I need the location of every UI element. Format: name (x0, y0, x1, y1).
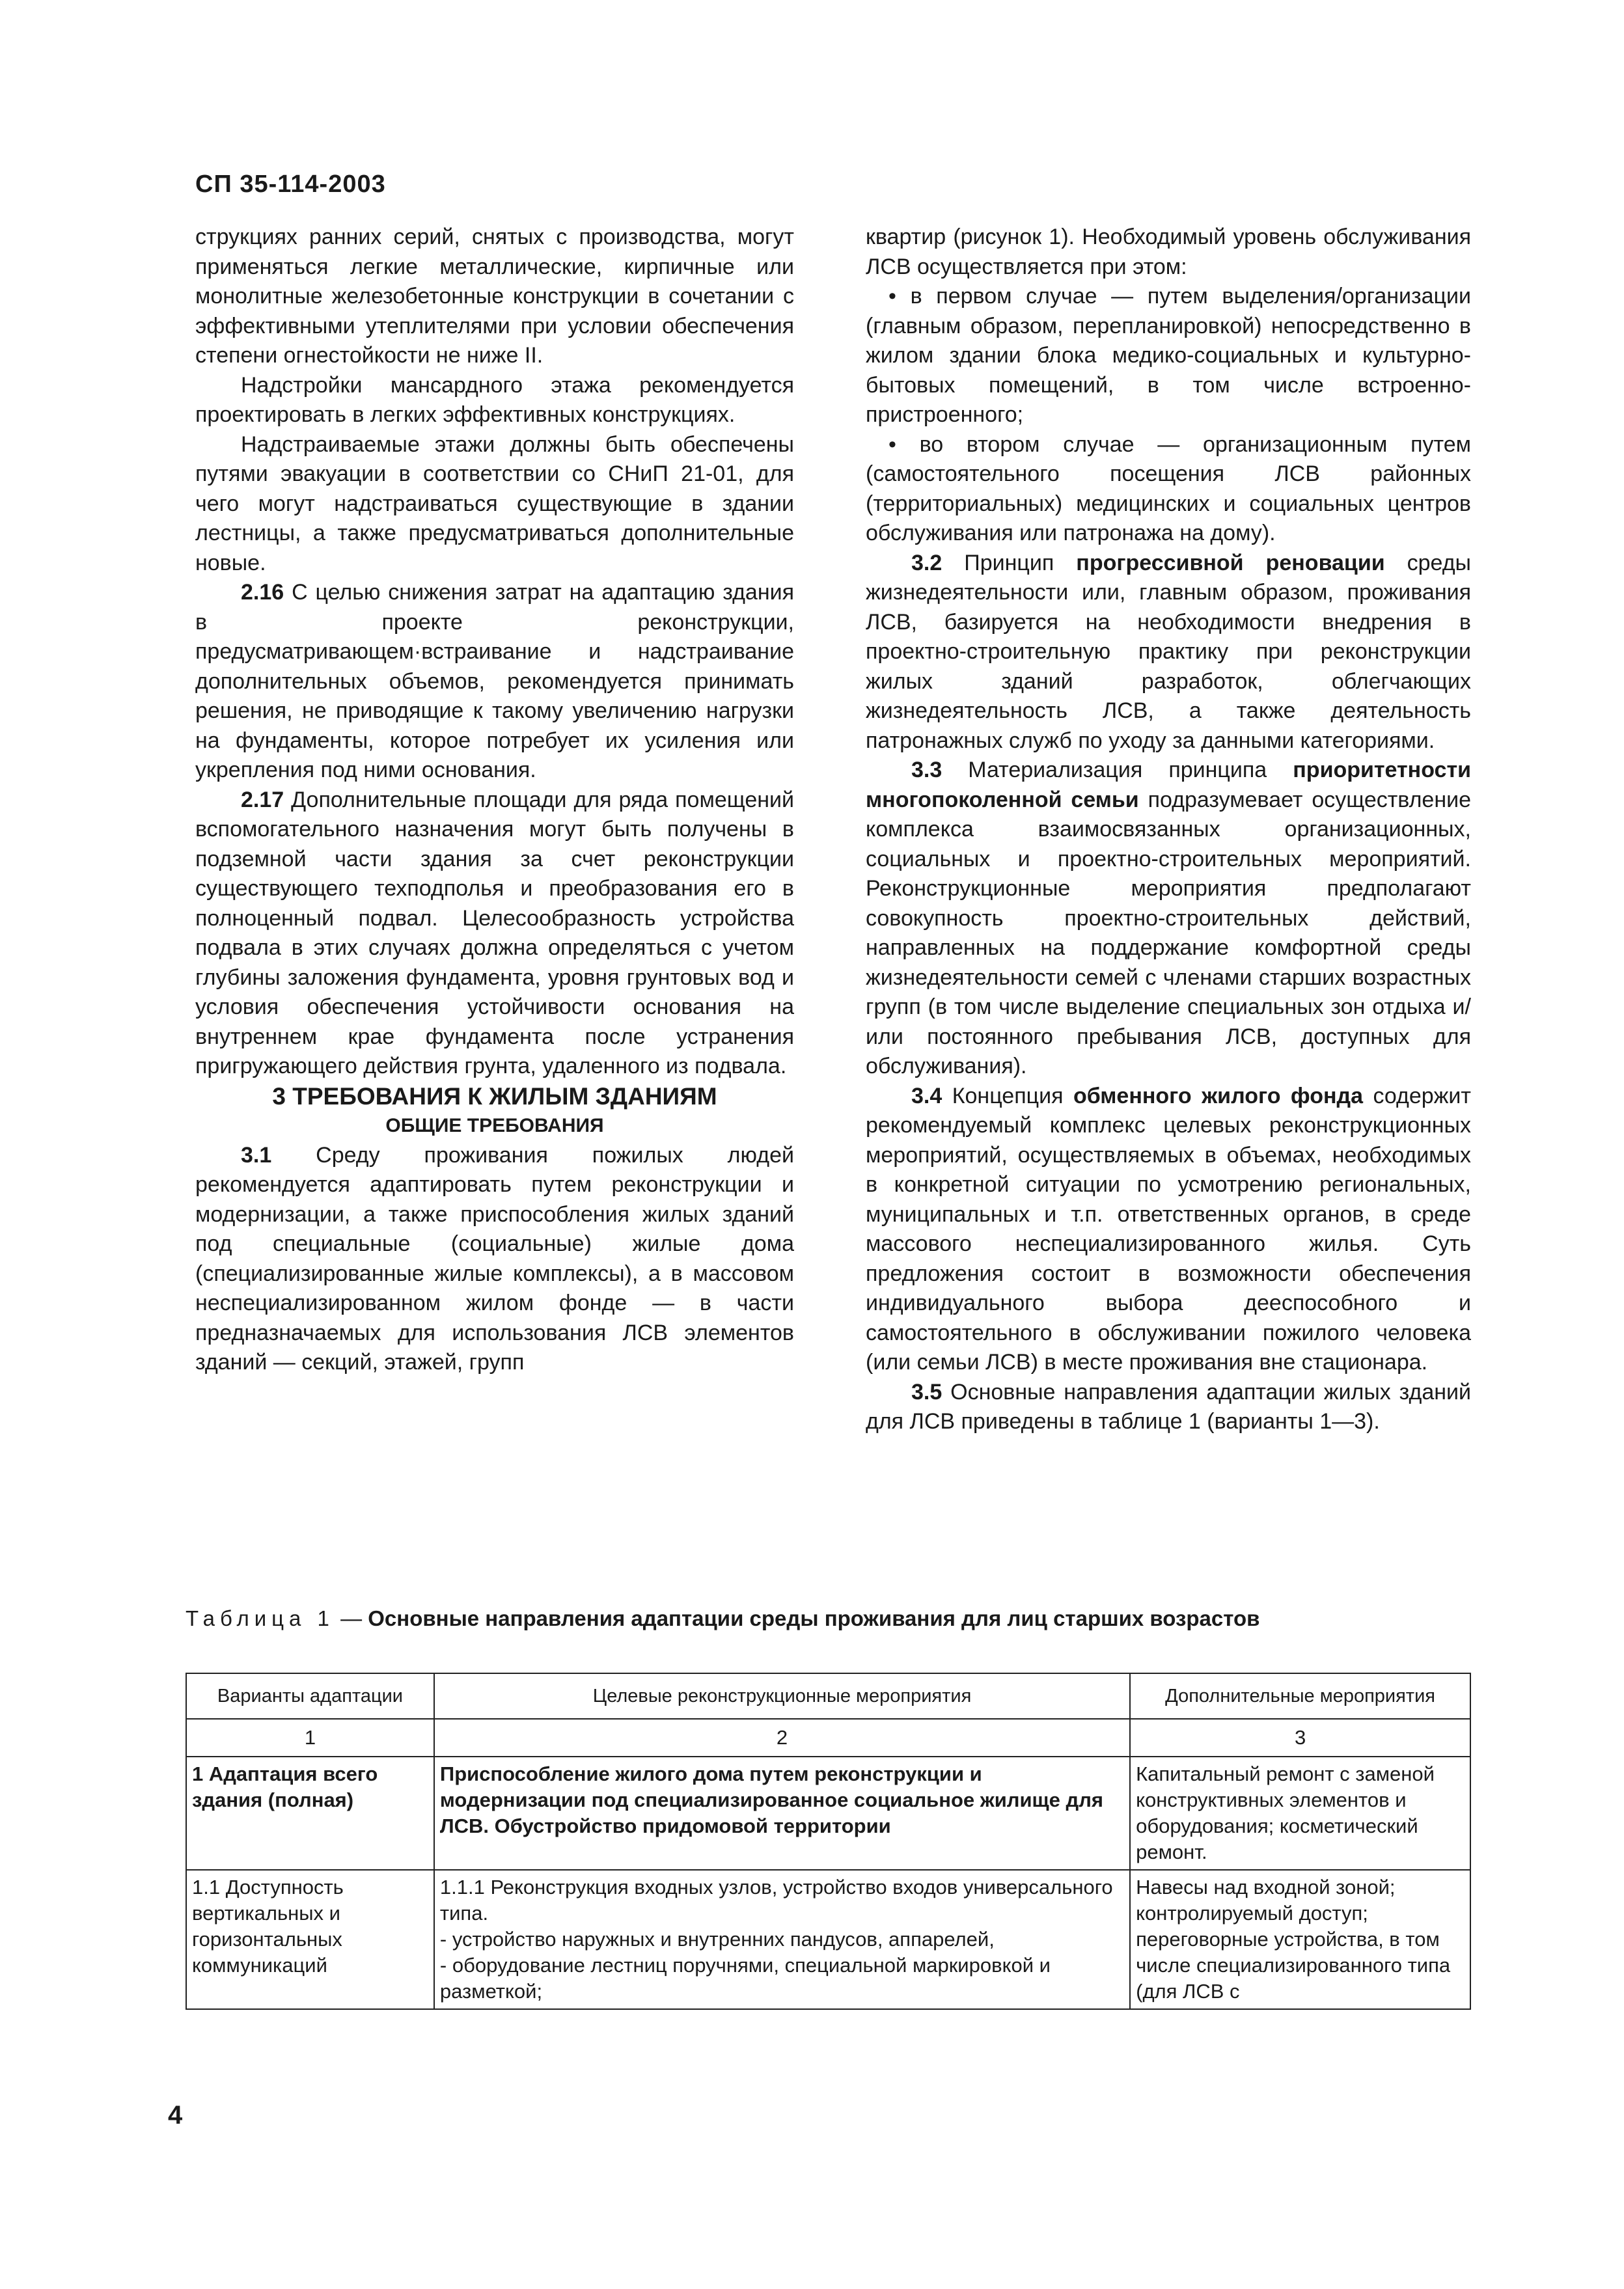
left-column (195, 223, 794, 1378)
table-cell: 2 (434, 1719, 1130, 1757)
clause-number: 3.4 (911, 1083, 943, 1108)
table-label: Таблица 1 (186, 1606, 335, 1630)
adaptation-table (186, 1673, 1471, 2010)
paragraph-3-1 (195, 1141, 794, 1378)
emphasis: приоритетности многопоколенной семьи (866, 758, 1471, 812)
clause-text: Среду проживания пожилых людей рекомендуется адаптировать путем реконструкции и модернизации, а также приспособления жилых зданий под специальные (социальные) жилые дома (специализированные жилые комплексы), а в массовом неспециализированном жилом фонде — в части предназначаемых для использования ЛСВ элементов зданий — секций, этажей, групп (195, 1142, 794, 1375)
clause-text: Основные направления адаптации жилых зданий для ЛСВ приведены в таблице 1 (варианты 1—3). (866, 1379, 1471, 1434)
paragraph: струкциях ранних серий, снятых с производства, могут применяться легкие металлические, кирпичные или монолитные железобетонные конструкции в сочетании с эффективными утеплителями при условии обеспечения степени огнестойкости не ниже II. (195, 225, 794, 368)
table-cell: Приспособление жилого дома путем реконструкции и модернизации под специализированное социальное жилище для ЛСВ. Обустройство придомовой территории (434, 1757, 1130, 1870)
clause-text: Принцип (942, 550, 1077, 575)
paragraph-2-16 (195, 578, 794, 786)
clause-text: подразумевает осуществление комплекса взаимосвязанных организационных, социальных и проектно-строительных мероприятий. Реконструкционные мероприятия предполагают совокупность проектно-строительных действий, направленных на поддержание комфортной среды жизнедеятельности семей с членами старших возрастных групп (в том числе выделение специальных зон отдыха и/или постоянного пребывания ЛСВ, доступных для обслуживания). (866, 787, 1472, 1078)
table-header-cell: Целевые реконструкционные мероприятия (434, 1673, 1130, 1719)
section-subtitle: ОБЩИЕ ТРЕБОВАНИЯ (385, 1115, 604, 1136)
table-cell: 3 (1130, 1719, 1470, 1757)
paragraph: квартир (рисунок 1). Необходимый уровень обслуживания ЛСВ осуществляется при этом: (866, 225, 1471, 279)
emphasis: обменного жилого фонда (1073, 1083, 1364, 1108)
table-cell-line: 1.1.1 Реконструкция входных узлов, устройство входов универсального типа. (439, 1876, 1113, 1925)
clause-number: 3.3 (911, 758, 943, 782)
clause-number: 3.2 (911, 550, 943, 575)
bullet-item: • в первом случае — путем выделения/организации (главным образом, перепланировкой) непосредственно в жилом здании блока медико-социальных и культурно-бытовых помещений, в том числе встроенно-пристроенного; (866, 284, 1471, 427)
right-column (866, 223, 1471, 1437)
clause-text: Материализация принципа (942, 758, 1293, 782)
table-title: Основные направления адаптации среды проживания для лиц старших возрастов (368, 1606, 1260, 1630)
table-caption (186, 1606, 1471, 1631)
table-row (186, 1870, 1470, 2009)
paragraph: Надстраиваемые этажи должны быть обеспечены путями эвакуации в соответствии со СНиП 21-01, для чего могут надстраиваться существующие в здании лестницы, а также предусматриваться дополнительные новые. (195, 432, 794, 575)
table-cell-line: - устройство наружных и внутренних пандусов, аппарелей, (439, 1928, 995, 1951)
emphasis: прогрессивной реновации (1076, 550, 1385, 575)
clause-number: 3.1 (241, 1142, 272, 1168)
paragraph-2-17 (195, 786, 794, 1082)
clause-text: С целью снижения затрат на адаптацию здания в проекте реконструкции, предусматривающем·встраивание и надстраивание дополнительных объемов, рекомендуется принимать решения, не приводящие к такому увеличению нагрузки на фундаменты, которое потребует их усиления или укрепления под ними основания. (195, 580, 794, 782)
clause-number: 3.5 (911, 1379, 943, 1405)
table-cell: 1 (186, 1719, 434, 1757)
clause-number: 2.16 (241, 580, 284, 605)
bullet-item: • во втором случае — организационным путем (самостоятельного посещения ЛСВ районных (территориальных) медицинских и социальных центров обслуживания или патронажа на дому). (866, 432, 1471, 545)
page-number: 4 (168, 2101, 183, 2130)
clause-text: содержит рекомендуемый комплекс целевых реконструкционных мероприятий, осуществляемых в объемах, необходимых в конкретной ситуации по усмотрению региональных, муниципальных и т.п. ответственных органов, в среде массового неспециализированного жилья. Суть предложения состоит в возможности обеспечения индивидуального выбора дееспособного и самостоятельного в обслуживании пожилого человека (или семьи ЛСВ) в месте проживания вне стационара. (866, 1083, 1471, 1375)
clause-number: 2.17 (241, 787, 284, 812)
paragraph-3-2 (866, 549, 1471, 756)
caption-separator: — (334, 1606, 368, 1630)
table-header-cell: Варианты адаптации (186, 1673, 434, 1719)
clause-text: среды жизнедеятельности или, главным образом, проживания ЛСВ, базируется на необходимости внедрения в проектно-строительную практику при реконструкции жилых зданий разработок, облегчающих жизнедеятельность ЛСВ, а также деятельность патронажных служб по уходу за данными категориями. (866, 550, 1471, 753)
section-title: 3 ТРЕБОВАНИЯ К ЖИЛЫМ ЗДАНИЯМ (272, 1082, 717, 1110)
document-header: СП 35-114-2003 (195, 171, 386, 198)
table-header-row (186, 1673, 1470, 1719)
clause-text: Дополнительные площади для ряда помещений вспомогательного назначения могут быть получены в подземной части здания за счет реконструкции существующего техподполья и преобразования его в полноценный подвал. Целесообразность устройства подвала в этих случаях должна определяться с учетом глубины заложения фундамента, уровня грунтовых вод и условия обеспечения устойчивости основания на внутреннем крае фундамента после устранения пригружающего действия грунта, удаленного из подвала. (195, 787, 794, 1078)
paragraph-3-3 (866, 756, 1471, 1082)
table-cell: Капитальный ремонт с заменой конструктивных элементов и оборудования; косметический ремонт. (1130, 1757, 1470, 1870)
paragraph: Надстройки мансардного этажа рекомендуется проектировать в легких эффективных конструкциях. (195, 372, 794, 427)
paragraph-3-4 (866, 1082, 1471, 1378)
table-row (186, 1757, 1470, 1870)
table-column-numbers-row (186, 1719, 1470, 1757)
table-cell: 1 Адаптация всего здания (полная) (186, 1757, 434, 1870)
table-cell-line: - оборудование лестниц поручнями, специальной маркировкой и разметкой; (439, 1954, 1051, 2003)
table-cell: 1.1 Доступность вертикальных и горизонтальных коммуникаций (186, 1870, 434, 2009)
table-cell (434, 1870, 1130, 2009)
clause-text: Концепция (942, 1083, 1073, 1108)
table-cell: Навесы над входной зоной; контролируемый доступ; переговорные устройства, в том числе специализированного типа (для ЛСВ с (1130, 1870, 1470, 2009)
paragraph-3-5 (866, 1378, 1471, 1437)
table-header-cell: Дополнительные мероприятия (1130, 1673, 1470, 1719)
